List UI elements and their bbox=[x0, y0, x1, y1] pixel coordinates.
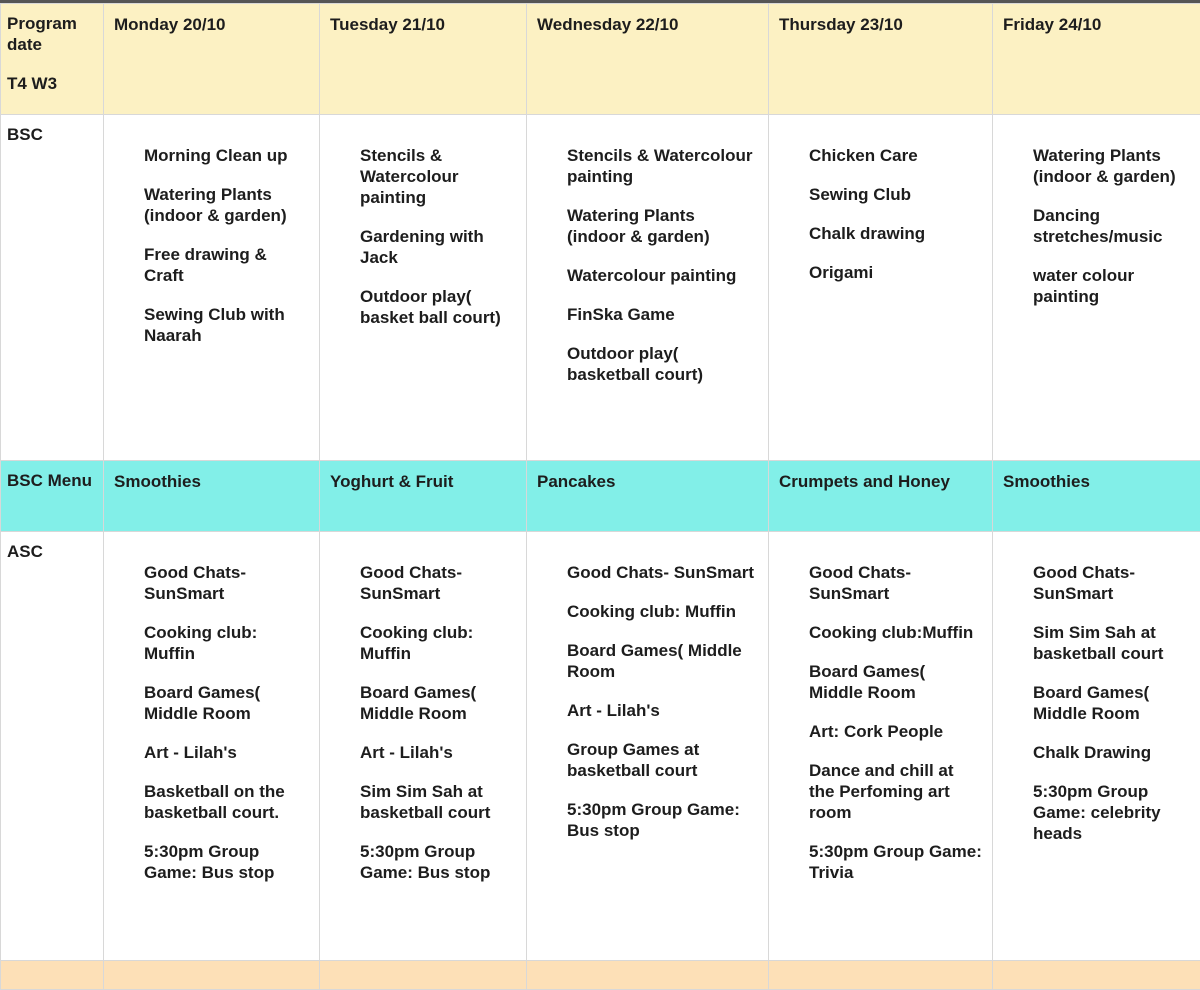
next-row-label-cell bbox=[1, 961, 104, 990]
activity-item: Sim Sim Sah at basketball court bbox=[360, 781, 516, 823]
activity-item: Dancing stretches/music bbox=[1033, 205, 1190, 247]
asc-monday-cell bbox=[104, 532, 320, 961]
asc-tuesday-cell bbox=[320, 532, 527, 961]
bsc-friday-list bbox=[1033, 145, 1190, 307]
bsc-thursday-list bbox=[809, 145, 982, 283]
term-week-label: T4 W3 bbox=[7, 73, 97, 94]
menu-thursday: Crumpets and Honey bbox=[769, 461, 993, 532]
activity-item: Stencils & Watercolour painting bbox=[360, 145, 516, 208]
activity-item: Basketball on the basketball court. bbox=[144, 781, 309, 823]
asc-monday-list bbox=[144, 562, 309, 883]
activity-item: 5:30pm Group Game: Bus stop bbox=[360, 841, 516, 883]
activity-item: Board Games( Middle Room bbox=[144, 682, 309, 724]
menu-wednesday: Pancakes bbox=[527, 461, 769, 532]
asc-friday-list bbox=[1033, 562, 1190, 844]
activity-item: Cooking club:Muffin bbox=[809, 622, 982, 643]
asc-row bbox=[1, 532, 1200, 961]
activity-item: Watering Plants (indoor & garden) bbox=[144, 184, 309, 226]
day-header-wednesday: Wednesday 22/10 bbox=[527, 4, 769, 115]
asc-thursday-cell bbox=[769, 532, 993, 961]
bsc-thursday-cell bbox=[769, 115, 993, 461]
asc-friday-cell bbox=[993, 532, 1200, 961]
bsc-label: BSC bbox=[1, 115, 104, 461]
activity-item: Sewing Club bbox=[809, 184, 982, 205]
bsc-menu-label: BSC Menu bbox=[1, 461, 104, 532]
bsc-row bbox=[1, 115, 1200, 461]
activity-item: water colour painting bbox=[1033, 265, 1190, 307]
menu-friday: Smoothies bbox=[993, 461, 1200, 532]
activity-item: Watercolour painting bbox=[567, 265, 758, 286]
next-section-row bbox=[1, 961, 1200, 990]
day-header-tuesday: Tuesday 21/10 bbox=[320, 4, 527, 115]
menu-monday: Smoothies bbox=[104, 461, 320, 532]
activity-item: Cooking club: Muffin bbox=[144, 622, 309, 664]
activity-item: Board Games( Middle Room bbox=[809, 661, 982, 703]
activity-item: Watering Plants (indoor & garden) bbox=[567, 205, 758, 247]
activity-item: Group Games at basketball court bbox=[567, 739, 758, 781]
day-header-thursday: Thursday 23/10 bbox=[769, 4, 993, 115]
program-table bbox=[0, 3, 1200, 990]
activity-item: Good Chats- SunSmart bbox=[144, 562, 309, 604]
activity-item: Art - Lilah's bbox=[567, 700, 758, 721]
asc-thursday-list bbox=[809, 562, 982, 883]
bsc-tuesday-list bbox=[360, 145, 516, 328]
activity-item: Cooking club: Muffin bbox=[360, 622, 516, 664]
activity-item: 5:30pm Group Game: Bus stop bbox=[567, 799, 758, 841]
activity-item: 5:30pm Group Game: Bus stop bbox=[144, 841, 309, 883]
activity-item: 5:30pm Group Game: celebrity heads bbox=[1033, 781, 1190, 844]
activity-item: Good Chats- SunSmart bbox=[1033, 562, 1190, 604]
activity-item: Stencils & Watercolour painting bbox=[567, 145, 758, 187]
day-header-friday: Friday 24/10 bbox=[993, 4, 1200, 115]
activity-item: Cooking club: Muffin bbox=[567, 601, 758, 622]
activity-item: FinSka Game bbox=[567, 304, 758, 325]
activity-item: Good Chats- SunSmart bbox=[809, 562, 982, 604]
next-row-friday-cell bbox=[993, 961, 1200, 990]
activity-item: Sewing Club with Naarah bbox=[144, 304, 309, 346]
activity-item: Chicken Care bbox=[809, 145, 982, 166]
day-header-monday: Monday 20/10 bbox=[104, 4, 320, 115]
activity-item: Dance and chill at the Perfoming art room bbox=[809, 760, 982, 823]
activity-item: Morning Clean up bbox=[144, 145, 309, 166]
program-date-cell bbox=[1, 4, 104, 115]
bsc-monday-cell bbox=[104, 115, 320, 461]
bsc-wednesday-list bbox=[567, 145, 758, 385]
bsc-friday-cell bbox=[993, 115, 1200, 461]
activity-item: Art - Lilah's bbox=[144, 742, 309, 763]
activity-item: Gardening with Jack bbox=[360, 226, 516, 268]
activity-item: Chalk drawing bbox=[809, 223, 982, 244]
activity-item: 5:30pm Group Game: Trivia bbox=[809, 841, 982, 883]
next-row-thursday-cell bbox=[769, 961, 993, 990]
activity-item: Watering Plants (indoor & garden) bbox=[1033, 145, 1190, 187]
activity-item: Origami bbox=[809, 262, 982, 283]
asc-label: ASC bbox=[1, 532, 104, 961]
activity-item: Art: Cork People bbox=[809, 721, 982, 742]
header-row bbox=[1, 4, 1200, 115]
activity-item: Art - Lilah's bbox=[360, 742, 516, 763]
program-date-label: Program date bbox=[7, 14, 77, 54]
next-row-tuesday-cell bbox=[320, 961, 527, 990]
bsc-wednesday-cell bbox=[527, 115, 769, 461]
activity-item: Good Chats- SunSmart bbox=[567, 562, 758, 583]
activity-item: Board Games( Middle Room bbox=[360, 682, 516, 724]
activity-item: Outdoor play( basketball court) bbox=[567, 343, 758, 385]
menu-tuesday: Yoghurt & Fruit bbox=[320, 461, 527, 532]
asc-tuesday-list bbox=[360, 562, 516, 883]
activity-item: Chalk Drawing bbox=[1033, 742, 1190, 763]
activity-item: Outdoor play( basket ball court) bbox=[360, 286, 516, 328]
bsc-monday-list bbox=[144, 145, 309, 346]
activity-item: Board Games( Middle Room bbox=[1033, 682, 1190, 724]
next-row-monday-cell bbox=[104, 961, 320, 990]
asc-wednesday-cell bbox=[527, 532, 769, 961]
next-row-wednesday-cell bbox=[527, 961, 769, 990]
activity-item: Good Chats- SunSmart bbox=[360, 562, 516, 604]
activity-item: Sim Sim Sah at basketball court bbox=[1033, 622, 1190, 664]
activity-item: Free drawing & Craft bbox=[144, 244, 309, 286]
bsc-menu-row bbox=[1, 461, 1200, 532]
activity-item: Board Games( Middle Room bbox=[567, 640, 758, 682]
bsc-tuesday-cell bbox=[320, 115, 527, 461]
asc-wednesday-list bbox=[567, 562, 758, 841]
